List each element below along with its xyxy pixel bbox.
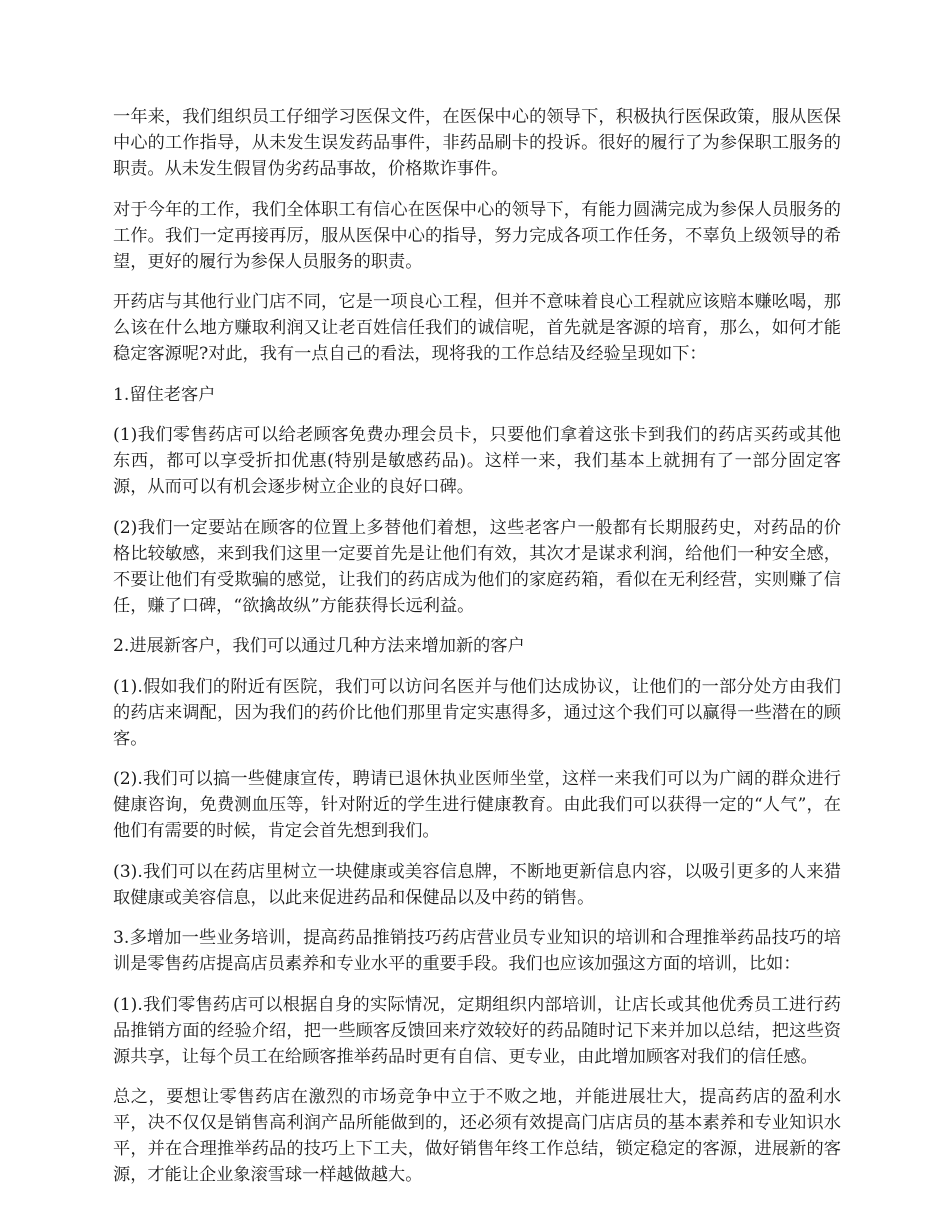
- list-item-hospital-agreement: (1).假如我们的附近有医院，我们可以访问名医并与他们达成协议，让他们的一部分处方由我们的药店来调配，因为我们的药价比他们那里肯定实惠得多，通过这个我们可以赢得一些潜在的顾客。: [113, 676, 841, 749]
- section-heading-retain-customers: 1.留住老客户: [113, 384, 216, 405]
- section-heading-new-customers: 2.进展新客户，我们可以通过几种方法来增加新的客户: [113, 636, 525, 656]
- paragraph-conclusion: 总之，要想让零售药店在激烈的市场竞争中立于不败之地，并能进展壮大，提高药店的盈利水平，决不仅仅是销售高利润产品所能做到的，还必须有效提高门店店员的基本素养和专业知识水平，并在合理推举药品的技巧上下工夫，做好销售年终工作总结，锁定稳定的客源，进展新的客源，才能让企业象滚雪球一样越做越大。: [113, 1087, 841, 1185]
- list-item-membership-card: (1)我们零售药店可以给老顾客免费办理会员卡，只要他们拿着这张卡到我们的药店买药或其他东西，都可以享受折扣优惠(特别是敏感药品)。这样一来，我们基本上就拥有了一部分固定客源，从而可以有机会逐步树立企业的良好口碑。: [113, 425, 841, 497]
- list-item-internal-training: (1).我们零售药店可以根据自身的实际情况，定期组织内部培训，让店长或其他优秀员工进行药品推销方面的经验介绍，把一些顾客反馈回来疗效较好的药品随时记下来并加以总结，把这些资源共享，让每个员工在给顾客推举药品时更有自信、更专业，由此增加顾客对我们的信任感。: [113, 994, 841, 1067]
- section-heading-training: 3.多增加一些业务培训，提高药品推销技巧药店营业员专业知识的培训和合理推举药品技巧的培训是零售药店提高店员素养和专业水平的重要手段。我们也应该加强这方面的培训，比如：: [113, 928, 841, 974]
- paragraph-intro-medical-insurance: 一年来，我们组织员工仔细学习医保文件，在医保中心的领导下，积极执行医保政策，服从医保中心的工作指导，从未发生误发药品事件，非药品刷卡的投诉。很好的履行了为参保职工服务的职责。从未发生假冒伪劣药品事故，价格欺诈事件。: [113, 107, 841, 179]
- list-item-info-board: (3).我们可以在药店里树立一块健康或美容信息牌，不断地更新信息内容，以吸引更多的人来猎取健康或美容信息，以此来促进药品和保健品以及中药的销售。: [113, 861, 841, 908]
- document-body: [113, 104, 841, 1203]
- paragraph-this-year-work: 对于今年的工作，我们全体职工有信心在医保中心的领导下，有能力圆满完成为参保人员服务的工作。我们一定再接再厉，服从医保中心的指导，努力完成各项工作任务，不辜负上级领导的希望，更好的履行为参保人员服务的职责。: [113, 199, 841, 272]
- list-item-customer-perspective: (2)我们一定要站在顾客的位置上多替他们着想，这些老客户一般都有长期服药史，对药品的价格比较敏感，来到我们这里一定要首先是让他们有效，其次才是谋求利润，给他们一种安全感，不要让他们有受欺骗的感觉，让我们的药店成为他们的家庭药箱，看似在无利经营，实则赚了信任，赚了口碑，“欲擒故纵”方能获得长远利益。: [113, 517, 841, 616]
- paragraph-customer-source: 开药店与其他行业门店不同，它是一项良心工程，但并不意味着良心工程就应该赔本赚吆喝，那么该在什么地方赚取利润又让老百姓信任我们的诚信呢，首先就是客源的培育，那么，如何才能稳定客源呢?对此，我有一点自己的看法，现将我的工作总结及经验呈现如下：: [113, 292, 841, 364]
- list-item-health-promotion: (2).我们可以搞一些健康宣传，聘请已退休执业医师坐堂，这样一来我们可以为广阔的群众进行健康咨询，免费测血压等，针对附近的学生进行健康教育。由此我们可以获得一定的“人气”，在他们有需要的时候，肯定会首先想到我们。: [113, 769, 841, 841]
